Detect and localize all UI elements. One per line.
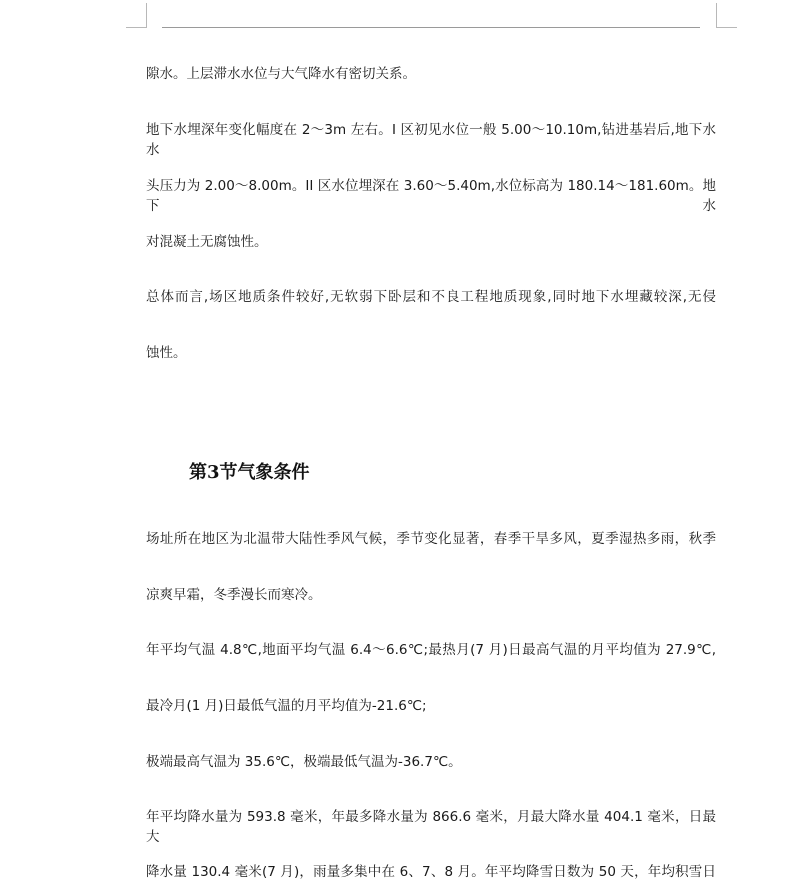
paragraph-line: 最冷月(1 月)日最低气温的月平均值为-21.6℃; xyxy=(146,698,427,714)
paragraph-line: 地下水埋深年变化幅度在 2～3m 左右。I 区初见水位一般 5.00～10.10m,钻进基岩后,地下水水 xyxy=(146,122,716,158)
header-corner-mark-right xyxy=(716,3,737,28)
paragraph-line: 年平均降水量为 593.8 毫米，年最多降水量为 866.6 毫米，月最大降水量 404.1 毫米，日最大 xyxy=(146,809,716,845)
header-corner-mark-left xyxy=(126,3,147,28)
paragraph-line: 隙水。上层滞水水位与大气降水有密切关系。 xyxy=(146,66,416,82)
paragraph-line: 蚀性。 xyxy=(146,345,187,361)
section-heading: 第3节气象条件 xyxy=(189,462,310,483)
paragraph-line: 总体而言,场区地质条件较好,无软弱下卧层和不良工程地质现象,同时地下水埋藏较深,无侵 xyxy=(146,289,716,305)
paragraph-line: 头压力为 2.00～8.00m。II 区水位埋深在 3.60～5.40m,水位标高为 180.14～181.60m。地下水 xyxy=(146,178,716,214)
paragraph-line: 凉爽早霜，冬季漫长而寒冷。 xyxy=(146,587,322,603)
paragraph-line: 极端最高气温为 35.6℃，极端最低气温为-36.7℃。 xyxy=(146,754,462,770)
paragraph-line: 降水量 130.4 毫米(7 月)，雨量多集中在 6、7、8 月。年平均降雪日数为 50 天，年均积雪日 xyxy=(146,864,716,880)
paragraph-line: 年平均气温 4.8℃,地面平均气温 6.4～6.6℃;最热月(7 月)日最高气温的月平均值为 27.9℃, xyxy=(146,642,716,658)
header-rule xyxy=(162,27,700,28)
paragraph-line: 对混凝土无腐蚀性。 xyxy=(146,234,268,250)
paragraph-line: 场址所在地区为北温带大陆性季风气候，季节变化显著，春季干旱多风，夏季湿热多雨，秋季 xyxy=(146,531,716,547)
